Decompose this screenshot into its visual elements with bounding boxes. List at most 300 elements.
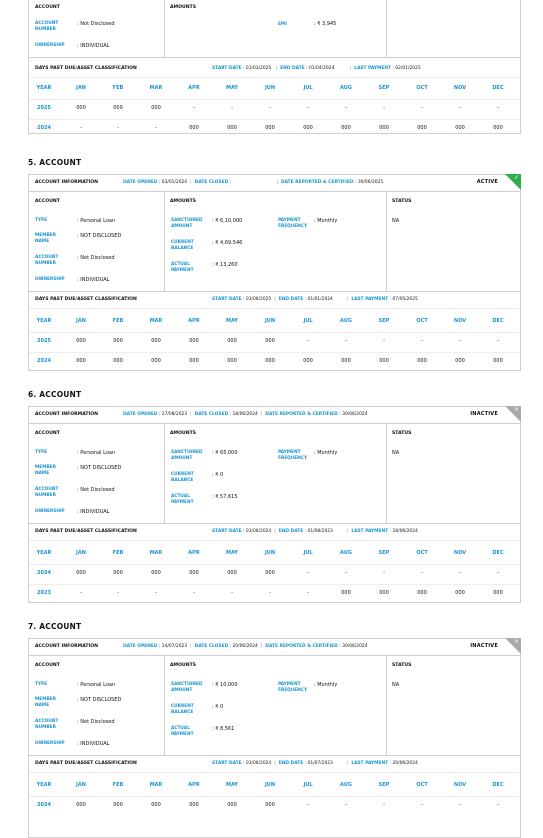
account-7-card <box>28 638 521 838</box>
dpd-cell: 000 <box>76 570 86 576</box>
date-opened-value: 27/08/2023 <box>161 412 188 417</box>
payment-frequency-label: PAYMENT FREQUENCY <box>278 682 308 693</box>
dpd-row-year: 2024 <box>37 358 51 364</box>
account-5-card <box>28 174 521 371</box>
type-value: : Personal Loan <box>77 450 116 456</box>
status-value: NA <box>392 218 400 224</box>
dpd-year-header: YEAR <box>36 318 52 324</box>
separator: | <box>274 529 276 534</box>
dpd-month-header: FEB <box>112 85 124 91</box>
account-dates: DATE OPENED : 14/07/2023 | DATE CLOSED : 20/06/2024 | DATE REPORTED & CERTIFIED : 30/06/2024 <box>123 644 368 649</box>
ownership-value-text: INDIVIDUAL <box>80 741 110 747</box>
dpd-cell: 000 <box>379 358 389 364</box>
date-closed-label: DATE CLOSED <box>194 412 229 417</box>
account-column-title: ACCOUNT <box>35 199 60 204</box>
separator: | <box>190 180 192 185</box>
type-value-text: Personal Loan <box>80 218 116 224</box>
dpd-month-header: JUN <box>264 550 276 556</box>
dpd-cell: - <box>117 125 119 131</box>
dpd-cell: - <box>307 570 309 576</box>
account-details-section <box>29 191 520 292</box>
dpd-month-header: JUN <box>264 318 276 324</box>
dpd-header-row <box>29 550 520 558</box>
type-value-text: Personal Loan <box>80 450 116 456</box>
emi-label: EMI <box>278 22 287 27</box>
dpd-month-header: JUL <box>303 318 313 324</box>
dpd-row <box>29 358 520 366</box>
dpd-row-divider <box>29 99 520 100</box>
dpd-cell: 000 <box>76 358 86 364</box>
dpd-cell: 000 <box>76 338 86 344</box>
dpd-month-header: NOV <box>453 782 467 788</box>
dpd-cell: - <box>421 570 423 576</box>
dpd-month-header: JUL <box>303 85 313 91</box>
dpd-title: DAYS PAST DUE/ASSET CLASSIFICATION <box>35 297 137 302</box>
type-value: : Personal Loan <box>77 218 116 224</box>
dpd-year-header: YEAR <box>36 550 52 556</box>
dpd-row-divider <box>29 352 520 353</box>
amounts-column-title: AMOUNTS <box>170 431 197 436</box>
account-column <box>29 0 165 57</box>
account-information-header <box>29 639 520 656</box>
sanctioned-amount-label: SANCTIONED AMOUNT <box>171 450 203 461</box>
last-payment-label: LAST PAYMENT <box>351 529 389 534</box>
dpd-cell: 000 <box>265 125 275 131</box>
amounts-column <box>164 191 387 291</box>
account-details-section <box>29 655 520 756</box>
ownership-value: : INDIVIDUAL <box>77 277 110 283</box>
account-7-title: 7. ACCOUNT <box>28 622 82 631</box>
ownership-label: OWNERSHIP <box>35 741 65 746</box>
dpd-cell: - <box>459 105 461 111</box>
dpd-month-header: AUG <box>340 550 352 556</box>
member-name-label: MEMBER NAME <box>35 697 57 708</box>
dpd-cell: 000 <box>227 570 237 576</box>
account-number-value-text: Not Disclosed <box>80 255 115 261</box>
dpd-month-header: JUN <box>264 782 276 788</box>
dpd-cell: 000 <box>189 125 199 131</box>
dpd-dates: START DATE : 01/03/2025 | END DATE : 01/04/2024 | LAST PAYMENT : 02/01/2025 <box>212 66 421 71</box>
dpd-cell: - <box>383 570 385 576</box>
dpd-month-header: OCT <box>416 318 428 324</box>
dpd-cell: - <box>231 590 233 596</box>
separator: | <box>276 180 278 185</box>
date-closed-label: DATE CLOSED <box>194 644 229 649</box>
dpd-cell: - <box>497 570 499 576</box>
dpd-cell: - <box>459 338 461 344</box>
dpd-row-divider <box>29 796 520 797</box>
dpd-cell: - <box>345 338 347 344</box>
dpd-cell: 000 <box>265 570 275 576</box>
dpd-header-row <box>29 318 520 326</box>
dpd-cell: 000 <box>455 125 465 131</box>
last-payment-value: 18/06/2024 <box>392 529 418 534</box>
dpd-month-header: JUN <box>264 85 276 91</box>
status-column-title: STATUS <box>392 663 412 668</box>
dpd-cell: - <box>383 338 385 344</box>
account-number-value-text: Not Disclosed <box>80 719 115 725</box>
account-information-header <box>29 175 520 192</box>
end-date-label: END DATE <box>278 297 304 302</box>
payment-frequency-value-text: Monthly <box>317 682 338 688</box>
dpd-month-header: APR <box>188 782 200 788</box>
dpd-month-header: JUL <box>303 782 313 788</box>
payment-frequency-value: : Monthly <box>314 682 338 688</box>
dpd-month-header: SEP <box>378 550 390 556</box>
dpd-month-header: APR <box>188 550 200 556</box>
date-closed-label: DATE CLOSED <box>194 180 229 185</box>
dpd-row-year: 2024 <box>37 125 51 131</box>
dpd-row <box>29 105 520 113</box>
separator: | <box>260 644 263 649</box>
account-dates: DATE OPENED : 03/01/2024 | DATE CLOSED : | DATE REPORTED & CERTIFIED : 30/06/2025 <box>123 180 384 185</box>
dpd-month-header: FEB <box>112 550 124 556</box>
date-closed-value: 20/06/2024 <box>232 644 258 649</box>
status-value: NA <box>392 450 400 456</box>
status-column-title: STATUS <box>392 199 412 204</box>
dpd-month-header: AUG <box>340 782 352 788</box>
dpd-month-header: FEB <box>112 782 124 788</box>
account-column-title: ACCOUNT <box>35 663 60 668</box>
date-reported-label: DATE REPORTED & CERTIFIED <box>265 412 338 417</box>
dpd-cell: 000 <box>227 358 237 364</box>
dpd-month-header: MAR <box>149 85 163 91</box>
dpd-cell: - <box>307 590 309 596</box>
dpd-cell: 000 <box>76 105 86 111</box>
amounts-column <box>164 655 387 755</box>
payment-frequency-value-text: Monthly <box>317 218 338 224</box>
account-number-label: ACCOUNT NUMBER <box>35 21 59 32</box>
member-name-value-text: NOT DISCLOSED <box>80 697 122 703</box>
dpd-cell: - <box>231 105 233 111</box>
member-name-label: MEMBER NAME <box>35 233 57 244</box>
member-name-value: : NOT DISCLOSED <box>77 233 122 239</box>
dpd-dates: START DATE : 01/06/2025 | END DATE : 01/01/2024 | LAST PAYMENT : 07/05/2025 <box>212 297 418 302</box>
date-reported-value: 30/06/2025 <box>357 180 384 185</box>
start-date-value: 01/06/2024 <box>245 761 272 766</box>
dpd-dates: START DATE : 01/06/2024 | END DATE : 01/07/2023 | LAST PAYMENT : 20/06/2024 <box>212 761 418 766</box>
close-icon: × <box>513 638 519 645</box>
dpd-row-divider <box>29 564 520 565</box>
dpd-row-divider <box>29 119 520 120</box>
current-balance-value-text: ₹ 0 <box>215 704 224 710</box>
dpd-row-year: 2024 <box>37 802 51 808</box>
account-column-title: ACCOUNT <box>35 431 60 436</box>
dpd-cell: 000 <box>113 338 123 344</box>
payment-frequency-value-text: Monthly <box>317 450 338 456</box>
dpd-month-header: OCT <box>416 85 428 91</box>
dpd-cell: - <box>80 125 82 131</box>
dpd-cell: 000 <box>417 125 427 131</box>
ownership-label: OWNERSHIP <box>35 43 65 48</box>
actual-payment-value-text: ₹ 57,615 <box>215 494 238 500</box>
account-5-title: 5. ACCOUNT <box>28 158 82 167</box>
current-balance-value: : ₹ 0 <box>212 704 224 710</box>
dpd-month-header: MAY <box>226 550 238 556</box>
dpd-cell: - <box>345 105 347 111</box>
sanctioned-amount-label: SANCTIONED AMOUNT <box>171 218 203 229</box>
emi-value: : ₹ 3,945 <box>314 21 337 27</box>
sanctioned-amount-value: : ₹ 10,000 <box>212 682 238 688</box>
dpd-month-header: MAY <box>226 85 238 91</box>
ownership-value-text: INDIVIDUAL <box>80 277 110 283</box>
date-opened-value: 14/07/2023 <box>161 644 188 649</box>
separator: | <box>346 761 349 766</box>
dpd-row-year: 2025 <box>37 338 51 344</box>
start-date-value: 01/06/2024 <box>245 529 272 534</box>
dpd-divider <box>29 540 520 541</box>
close-icon: × <box>513 406 519 413</box>
current-balance-value: : ₹ 0 <box>212 472 224 478</box>
dpd-month-header: MAR <box>149 782 163 788</box>
dpd-header-row <box>29 782 520 790</box>
dpd-month-header: SEP <box>378 318 390 324</box>
check-icon: ✓ <box>513 174 519 181</box>
actual-payment-value: : ₹ 57,615 <box>212 494 238 500</box>
account-dates: DATE OPENED : 27/08/2023 | DATE CLOSED : 18/06/2024 | DATE REPORTED & CERTIFIED : 30/06/2024 <box>123 412 368 417</box>
dpd-cell: 000 <box>265 802 275 808</box>
dpd-cell: 000 <box>113 105 123 111</box>
end-date-value: 01/07/2023 <box>307 761 333 766</box>
current-balance-value-text: ₹ 4,69,546 <box>215 240 243 246</box>
amounts-column-title: AMOUNTS <box>170 663 197 668</box>
current-balance-label: CURRENT BALANCE <box>171 240 194 251</box>
dpd-month-header: NOV <box>453 318 467 324</box>
dpd-cell: - <box>497 105 499 111</box>
actual-payment-label: ACTUAL PAYMENT <box>171 494 194 505</box>
dpd-row <box>29 802 520 810</box>
dpd-month-header: MAY <box>226 318 238 324</box>
dpd-cell: 000 <box>151 802 161 808</box>
separator: | <box>346 297 349 302</box>
last-payment-value: 20/06/2024 <box>392 761 418 766</box>
dpd-month-header: APR <box>188 318 200 324</box>
amounts-column-title: AMOUNTS <box>170 199 197 204</box>
dpd-title: DAYS PAST DUE/ASSET CLASSIFICATION <box>35 529 137 534</box>
member-name-label: MEMBER NAME <box>35 465 57 476</box>
dpd-cell: - <box>459 802 461 808</box>
dpd-cell: - <box>345 802 347 808</box>
dpd-row <box>29 125 520 133</box>
account-column-title: ACCOUNT <box>35 5 60 10</box>
date-closed-value: 18/06/2024 <box>232 412 258 417</box>
dpd-month-header: JAN <box>76 782 86 788</box>
sanctioned-amount-value-text: ₹ 10,000 <box>215 682 238 688</box>
dpd-cell: 000 <box>113 802 123 808</box>
dpd-cell: 000 <box>189 338 199 344</box>
dpd-cell: 000 <box>493 125 503 131</box>
dpd-cell: - <box>421 802 423 808</box>
dpd-cell: - <box>421 105 423 111</box>
dpd-month-header: NOV <box>453 85 467 91</box>
actual-payment-value: : ₹ 13,260 <box>212 262 238 268</box>
separator: | <box>346 529 349 534</box>
sanctioned-amount-value-text: ₹ 65,000 <box>215 450 238 456</box>
member-name-value: : NOT DISCLOSED <box>77 465 122 471</box>
date-opened-label: DATE OPENED <box>123 180 158 185</box>
dpd-row <box>29 338 520 346</box>
dpd-month-header: MAR <box>149 550 163 556</box>
status-value: NA <box>392 682 400 688</box>
account-details-section <box>29 423 520 524</box>
separator: | <box>274 761 276 766</box>
dpd-cell: 000 <box>227 125 237 131</box>
dpd-month-header: AUG <box>340 85 352 91</box>
account-information-header <box>29 407 520 424</box>
status-column <box>386 423 520 523</box>
dpd-month-header: OCT <box>416 550 428 556</box>
dpd-cell: - <box>345 570 347 576</box>
dpd-cell: 000 <box>151 570 161 576</box>
dpd-row-divider <box>29 584 520 585</box>
separator: | <box>190 644 192 649</box>
dpd-month-header: FEB <box>112 318 124 324</box>
dpd-month-header: JAN <box>76 85 86 91</box>
date-opened-label: DATE OPENED <box>123 644 158 649</box>
dpd-header-row <box>29 85 520 93</box>
end-date-value: 01/08/2023 <box>307 529 333 534</box>
sanctioned-amount-value: : ₹ 6,10,000 <box>212 218 243 224</box>
dpd-cell: - <box>307 338 309 344</box>
account-status-badge: INACTIVE <box>470 411 498 417</box>
dpd-month-header: DEC <box>492 318 504 324</box>
dpd-month-header: AUG <box>340 318 352 324</box>
dpd-cell: - <box>269 105 271 111</box>
dpd-row-year: 2024 <box>37 570 51 576</box>
account-information-title: ACCOUNT INFORMATION <box>35 180 99 185</box>
current-balance-label: CURRENT BALANCE <box>171 472 194 483</box>
dpd-month-header: SEP <box>378 85 390 91</box>
dpd-cell: 000 <box>341 125 351 131</box>
dpd-month-header: APR <box>188 85 200 91</box>
status-column <box>386 0 520 57</box>
status-column-title: STATUS <box>392 431 412 436</box>
dpd-month-header: DEC <box>492 550 504 556</box>
dpd-cell: 000 <box>151 338 161 344</box>
date-reported-value: 30/06/2024 <box>342 644 368 649</box>
dpd-divider <box>29 308 520 309</box>
dpd-month-header: JUL <box>303 550 313 556</box>
dpd-cell: - <box>155 125 157 131</box>
dpd-cell: 000 <box>265 338 275 344</box>
payment-frequency-value: : Monthly <box>314 450 338 456</box>
dpd-cell: 000 <box>189 570 199 576</box>
end-date-label: END DATE <box>278 529 304 534</box>
dpd-year-header: YEAR <box>36 85 52 91</box>
dpd-cell: - <box>80 590 82 596</box>
dpd-cell: 000 <box>341 358 351 364</box>
account-4-card-partial <box>28 0 521 134</box>
date-opened-label: DATE OPENED <box>123 412 158 417</box>
type-label: TYPE <box>35 682 48 687</box>
dpd-cell: - <box>307 802 309 808</box>
dpd-month-header: JAN <box>76 550 86 556</box>
dpd-cell: 000 <box>113 570 123 576</box>
sanctioned-amount-value: : ₹ 65,000 <box>212 450 238 456</box>
account-number-label: ACCOUNT NUMBER <box>35 487 59 498</box>
dpd-cell: 000 <box>189 802 199 808</box>
end-date-value: 01/01/2024 <box>307 297 333 302</box>
dpd-month-header: MAR <box>149 318 163 324</box>
dpd-cell: 000 <box>379 125 389 131</box>
dpd-cell: - <box>155 590 157 596</box>
account-number-value: : Not Disclosed <box>77 487 115 493</box>
start-date-label: START DATE <box>212 761 242 766</box>
dpd-divider <box>29 772 520 773</box>
dpd-month-header: NOV <box>453 550 467 556</box>
dpd-cell: - <box>497 802 499 808</box>
amounts-column <box>164 423 387 523</box>
dpd-row-year: 2025 <box>37 105 51 111</box>
last-payment-label: LAST PAYMENT <box>351 297 389 302</box>
date-opened-value: 03/01/2024 <box>161 180 188 185</box>
separator: | <box>190 412 192 417</box>
dpd-cell: 000 <box>417 590 427 596</box>
ownership-value: : INDIVIDUAL <box>77 741 110 747</box>
account-number-value: : Not Disclosed <box>77 719 115 725</box>
payment-frequency-label: PAYMENT FREQUENCY <box>278 450 308 461</box>
account-column <box>29 423 165 523</box>
date-reported-label: DATE REPORTED & CERTIFIED <box>265 644 338 649</box>
current-balance-value-text: ₹ 0 <box>215 472 224 478</box>
actual-payment-label: ACTUAL PAYMENT <box>171 262 194 273</box>
dpd-row <box>29 590 520 598</box>
dpd-row-year: 2023 <box>37 590 51 596</box>
account-number-value: : Not Disclosed <box>77 255 115 261</box>
dpd-month-header: DEC <box>492 782 504 788</box>
dpd-cell: - <box>383 802 385 808</box>
current-balance-label: CURRENT BALANCE <box>171 704 194 715</box>
dpd-cell: 000 <box>76 802 86 808</box>
dpd-cell: 000 <box>189 358 199 364</box>
dpd-cell: 000 <box>417 358 427 364</box>
dpd-cell: 000 <box>379 590 389 596</box>
start-date-value: 01/06/2025 <box>245 297 272 302</box>
dpd-cell: - <box>459 570 461 576</box>
ownership-value: : INDIVIDUAL <box>77 43 110 49</box>
dpd-cell: 000 <box>303 358 313 364</box>
last-payment-value: 07/05/2025 <box>392 297 418 302</box>
account-number-label: ACCOUNT NUMBER <box>35 255 59 266</box>
dpd-cell: 000 <box>455 358 465 364</box>
dpd-month-header: OCT <box>416 782 428 788</box>
separator: | <box>260 412 263 417</box>
member-name-value: : NOT DISCLOSED <box>77 697 122 703</box>
account-status-badge: INACTIVE <box>470 643 498 649</box>
account-6-title: 6. ACCOUNT <box>28 390 82 399</box>
date-reported-label: DATE REPORTED & CERTIFIED <box>280 180 354 185</box>
account-column <box>29 655 165 755</box>
dpd-cell: 000 <box>493 358 503 364</box>
ownership-value-text: INDIVIDUAL <box>80 509 110 515</box>
status-column <box>386 191 520 291</box>
account-number-value: : Not Disclosed <box>77 21 115 27</box>
type-value: : Personal Loan <box>77 682 116 688</box>
dpd-cell: - <box>193 590 195 596</box>
payment-frequency-value: : Monthly <box>314 218 338 224</box>
dpd-cell: 000 <box>113 358 123 364</box>
dpd-cell: 000 <box>227 338 237 344</box>
end-date-label: END DATE <box>278 761 304 766</box>
member-name-value-text: NOT DISCLOSED <box>80 233 122 239</box>
sanctioned-amount-value-text: ₹ 6,10,000 <box>215 218 243 224</box>
start-date-label: START DATE <box>212 297 242 302</box>
dpd-title: DAYS PAST DUE/ASSET CLASSIFICATION <box>35 66 137 71</box>
ownership-value: : INDIVIDUAL <box>77 509 110 515</box>
start-date-label: START DATE <box>212 529 242 534</box>
dpd-year-header: YEAR <box>36 782 52 788</box>
dpd-cell: 000 <box>227 802 237 808</box>
